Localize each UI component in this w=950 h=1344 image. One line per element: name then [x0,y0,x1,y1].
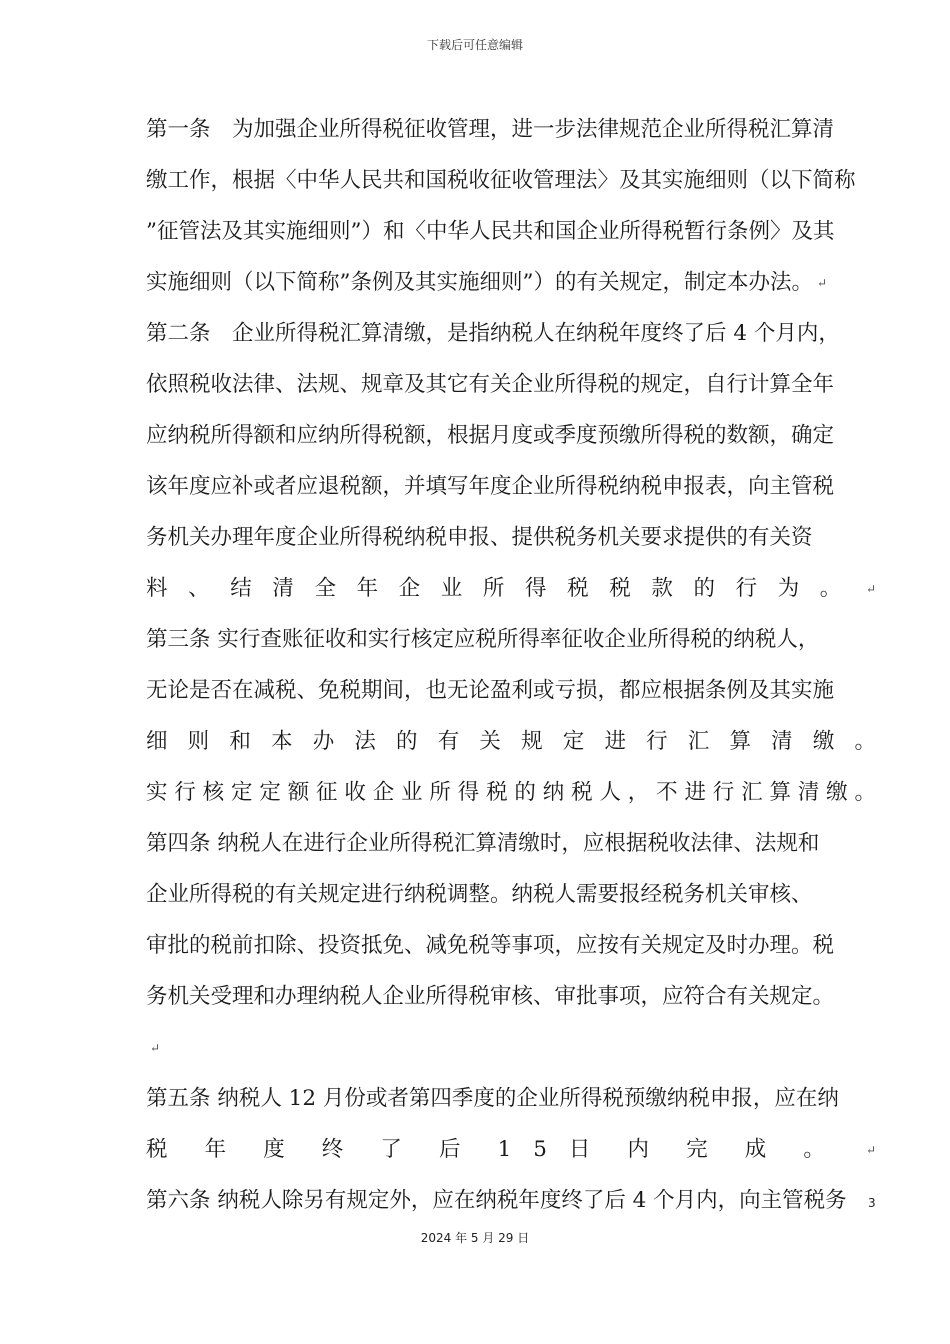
text-line [146,1073,876,1124]
text-line [146,563,876,614]
text-line [146,512,876,563]
text-line [146,308,876,359]
line-text: 第四条 纳税人在进行企业所得税汇算清缴时，应根据税收法律、法规和 [146,831,820,856]
line-text: ”征管法及其实施细则”）和〈中华人民共和国企业所得税暂行条例〉及其 [146,219,835,244]
text-line [146,461,876,512]
line-text: 实施细则（以下简称”条例及其实施细则”）的有关规定，制定本办法。 [146,270,813,295]
page-header: 下载后可任意编辑 [426,38,523,52]
text-line [146,1124,876,1175]
paragraph-mark-icon: ↵ [865,1142,876,1157]
line-text: 该年度应补或者应退税额，并填写年度企业所得税纳税申报表，向主管税 [146,474,835,499]
line-text: 应纳税所得额和应纳所得税额，根据月度或季度预缴所得税的数额，确定 [146,423,835,448]
line-text: 实 行 核 定 定 额 征 收 企 业 所 得 税 的 纳 税 人 ， 不 进 行 汇 算 清 缴 。 [146,780,876,805]
paragraph-mark-icon: ↵ [865,581,876,596]
line-text: 第六条 纳税人除另有规定外，应在纳税年度终了后 4 个月内，向主管税务 [146,1188,847,1213]
paragraph-mark-icon: ↵ [150,1040,161,1055]
document-body [146,104,876,1226]
text-line [146,869,876,920]
line-text: 务机关办理年度企业所得税纳税申报、提供税务机关要求提供的有关资 [146,525,813,550]
text-line [146,410,876,461]
text-line [146,767,876,818]
line-text: 缴工作，根据〈中华人民共和国税收征收管理法〉及其实施细则（以下简称 [146,168,856,193]
line-text: 税 年 度 终 了 后 1 5 日 内 完 成 。 [146,1137,840,1162]
line-text: 第二条 企业所得税汇算清缴，是指纳税人在纳税年度终了后 4 个月内， [146,321,840,346]
line-text: 细 则 和 本 办 法 的 有 关 规 定 进 行 汇 算 清 缴 。 [146,729,876,754]
line-text: 企业所得税的有关规定进行纳税调整。纳税人需要报经税务机关审核、 [146,882,813,907]
text-line [146,971,876,1022]
line-text: 第五条 纳税人 12 月份或者第四季度的企业所得税预缴纳税申报，应在纳 [146,1086,839,1111]
text-line [146,818,876,869]
line-text: 料 、 结 清 全 年 企 业 所 得 税 税 款 的 行 为 。 [146,576,849,601]
line-text: 依照税收法律、法规、规章及其它有关企业所得税的规定，自行计算全年 [146,372,835,397]
line-text: 审批的税前扣除、投资抵免、减免税等事项，应按有关规定及时办理。税 [146,933,835,958]
text-line [146,257,876,308]
line-text: 务机关受理和办理纳税人企业所得税审核、审批事项，应符合有关规定。 [146,984,835,1009]
footer-date: 2024 年 5 月 29 日 [420,1231,530,1245]
line-text: 第一条 为加强企业所得税征收管理，进一步法律规范企业所得税汇算清 [146,117,835,142]
text-line [146,206,876,257]
text-line [146,920,876,971]
line-text: 第三条 实行查账征收和实行核定应税所得率征收企业所得税的纳税人， [146,627,820,652]
page-number: 3 [868,1196,876,1210]
text-line [146,359,876,410]
text-line [146,665,876,716]
text-line [146,155,876,206]
text-line [146,614,876,665]
paragraph-mark-icon: ↵ [817,275,828,290]
text-line [146,1175,876,1226]
text-line [146,104,876,155]
text-line [146,1022,876,1073]
line-text: 无论是否在减税、免税期间，也无论盈利或亏损，都应根据条例及其实施 [146,678,835,703]
text-line [146,716,876,767]
